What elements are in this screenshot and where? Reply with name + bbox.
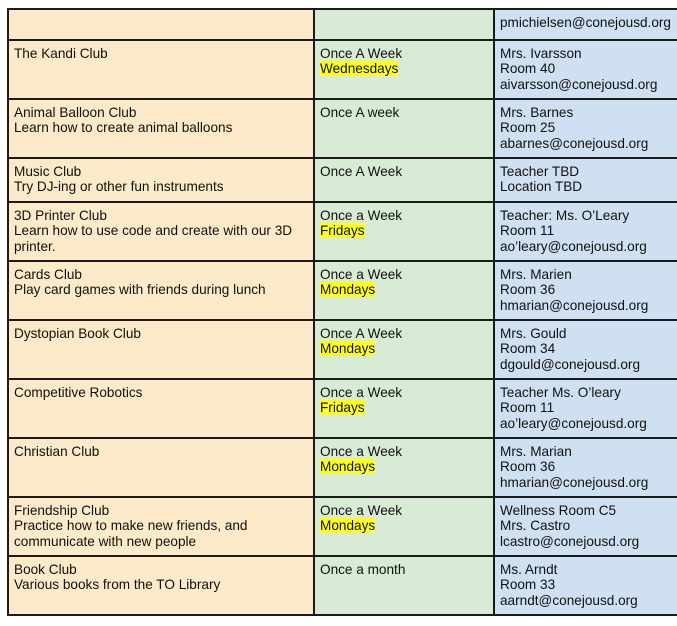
- contact-cell: [494, 320, 677, 379]
- contact-line: abarnes@conejousd.org: [500, 135, 649, 151]
- contact-line: Teacher Ms. O’leary: [500, 385, 621, 400]
- contact-line: hmarian@conejousd.org: [500, 474, 649, 490]
- contact-line: Room 11: [500, 223, 555, 239]
- contact-line: Room 34: [500, 341, 556, 357]
- contact-line: Mrs. Gould: [500, 326, 567, 341]
- contact-line: Room 36: [500, 282, 556, 298]
- frequency-cell: [314, 158, 494, 202]
- table-row: [8, 158, 677, 202]
- meeting-day: Mondays: [320, 282, 376, 298]
- club-name: Cards Club: [14, 267, 82, 282]
- club-name: Competitive Robotics: [14, 385, 143, 400]
- meeting-day: Mondays: [320, 459, 376, 475]
- contact-line: lcastro@conejousd.org: [500, 533, 640, 549]
- meeting-day: Fridays: [320, 223, 365, 239]
- club-cell: [8, 556, 314, 615]
- contact-cell: [494, 158, 677, 202]
- frequency: Once a Week: [320, 385, 403, 400]
- club-cell: [8, 40, 314, 99]
- club-name: Friendship Club: [14, 503, 110, 518]
- frequency: Once A Week: [320, 164, 403, 179]
- frequency-cell: [314, 261, 494, 320]
- contact-line: hmarian@conejousd.org: [500, 297, 649, 313]
- club-name: Music Club: [14, 164, 82, 179]
- club-description: Practice how to make new friends, and communicate with new people: [14, 518, 248, 549]
- club-name: Book Club: [14, 562, 77, 577]
- contact-cell: [494, 497, 677, 556]
- frequency: Once A Week: [320, 46, 403, 61]
- contact-line: Teacher: Ms. O’Leary: [500, 208, 630, 223]
- contact-line: Room 25: [500, 120, 556, 136]
- contact-line: Room 33: [500, 577, 556, 593]
- frequency-cell: [314, 9, 494, 40]
- meeting-day: Fridays: [320, 400, 365, 416]
- contact-cell: [494, 9, 677, 40]
- club-name: Dystopian Book Club: [14, 326, 141, 341]
- frequency: Once a month: [320, 562, 406, 577]
- table-row: [8, 9, 677, 40]
- frequency-cell: [314, 202, 494, 261]
- club-cell: [8, 497, 314, 556]
- frequency-cell: [314, 438, 494, 497]
- contact-cell: [494, 438, 677, 497]
- contact-line: aivarsson@conejousd.org: [500, 76, 658, 92]
- table-row: [8, 202, 677, 261]
- frequency-cell: [314, 320, 494, 379]
- contact-line: Wellness Room C5: [500, 503, 617, 518]
- club-name: Christian Club: [14, 444, 100, 459]
- frequency-cell: [314, 40, 494, 99]
- frequency: Once a Week: [320, 503, 403, 518]
- club-cell: [8, 261, 314, 320]
- contact-line: ao’leary@conejousd.org: [500, 238, 647, 254]
- contact-line: aarndt@conejousd.org: [500, 592, 638, 608]
- frequency: Once a Week: [320, 208, 403, 223]
- table-row: [8, 379, 677, 438]
- table-row: [8, 261, 677, 320]
- table-row: [8, 40, 677, 99]
- table-row: [8, 556, 677, 615]
- frequency: Once a Week: [320, 267, 403, 282]
- club-description: Play card games with friends during lunch: [14, 282, 266, 298]
- frequency-cell: [314, 99, 494, 158]
- contact-cell: [494, 202, 677, 261]
- meeting-day: Mondays: [320, 341, 376, 357]
- meeting-day: Mondays: [320, 518, 376, 534]
- club-cell: [8, 99, 314, 158]
- contact-line: Room 40: [500, 61, 556, 77]
- table-row: [8, 497, 677, 556]
- frequency: Once a Week: [320, 444, 403, 459]
- club-description: Learn how to create animal balloons: [14, 120, 233, 136]
- club-cell: [8, 202, 314, 261]
- table-row: [8, 320, 677, 379]
- frequency-cell: [314, 497, 494, 556]
- table-row: [8, 99, 677, 158]
- club-name: The Kandi Club: [14, 46, 108, 61]
- contact-line: Mrs. Ivarsson: [500, 46, 582, 61]
- club-description: Various books from the TO Library: [14, 577, 221, 593]
- contact-cell: [494, 261, 677, 320]
- contact-line: Teacher TBD: [500, 164, 580, 179]
- club-name: 3D Printer Club: [14, 208, 107, 223]
- club-cell: [8, 438, 314, 497]
- frequency: Once A Week: [320, 326, 403, 341]
- frequency-cell: [314, 556, 494, 615]
- meeting-day: Wednesdays: [320, 61, 399, 77]
- contact-line: ao’leary@conejousd.org: [500, 415, 647, 431]
- club-description: Try DJ-ing or other fun instruments: [14, 179, 224, 195]
- contact-line: dgould@conejousd.org: [500, 356, 641, 372]
- club-name: Animal Balloon Club: [14, 105, 137, 120]
- contact-line: Mrs. Marian: [500, 444, 572, 459]
- contact-cell: [494, 99, 677, 158]
- contact-line: Mrs. Castro: [500, 518, 571, 534]
- contact-cell: [494, 556, 677, 615]
- frequency-cell: [314, 379, 494, 438]
- contact-cell: [494, 379, 677, 438]
- club-cell: [8, 9, 314, 40]
- contact-line: Mrs. Marien: [500, 267, 572, 282]
- club-description: Learn how to use code and create with our 3D printer.: [14, 223, 293, 254]
- contact-line: Ms. Arndt: [500, 562, 558, 577]
- club-cell: [8, 158, 314, 202]
- contact-cell: [494, 40, 677, 99]
- frequency: Once A week: [320, 105, 400, 120]
- clubs-table: [7, 8, 677, 616]
- contact-line: Location TBD: [500, 179, 583, 195]
- club-cell: [8, 379, 314, 438]
- table-row: [8, 438, 677, 497]
- contact-line: Room 36: [500, 459, 556, 475]
- contact-line: Mrs. Barnes: [500, 105, 574, 120]
- club-cell: [8, 320, 314, 379]
- contact-line: Room 11: [500, 400, 555, 416]
- contact-line: pmichielsen@conejousd.org: [500, 15, 671, 30]
